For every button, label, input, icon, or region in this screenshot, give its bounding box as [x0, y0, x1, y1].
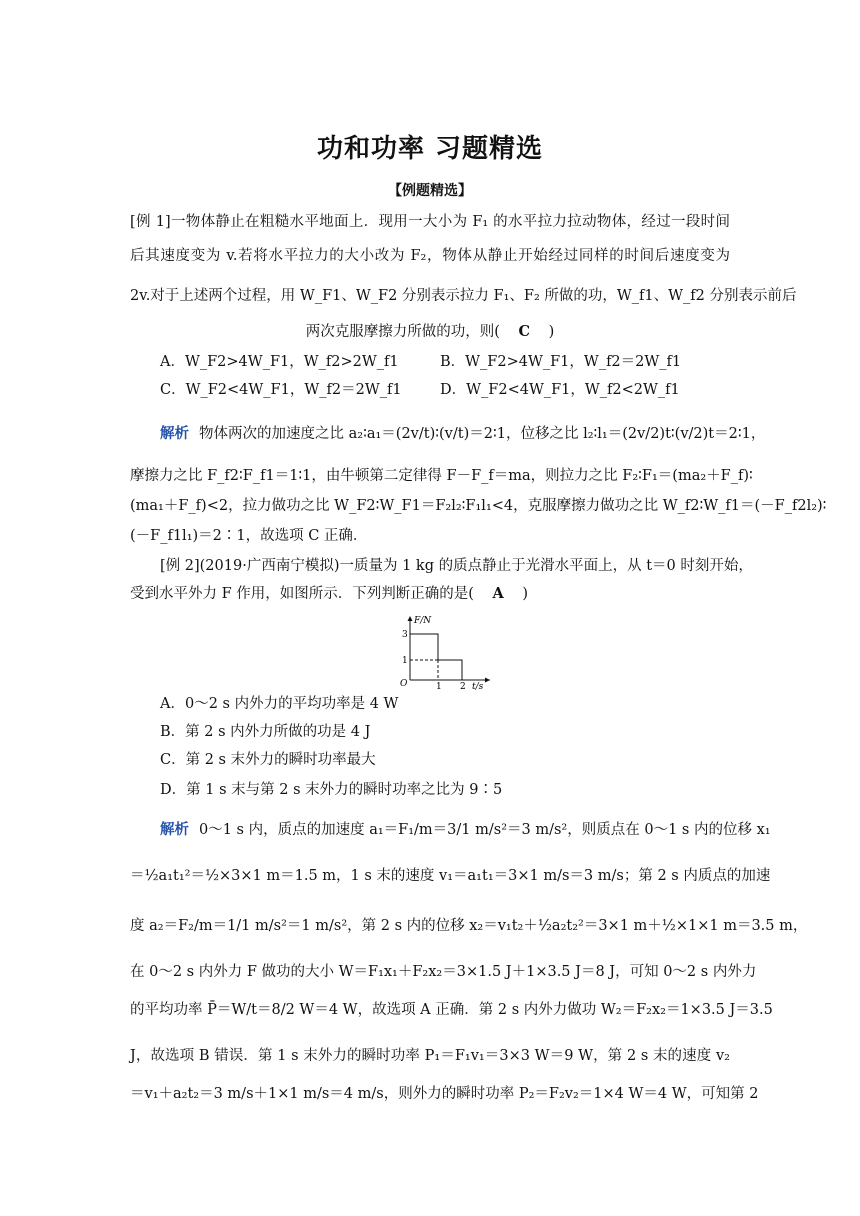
- ex2-analysis-4: 在 0～2 s 内外力 F 做功的大小 W＝F₁x₁＋F₂x₂＝3×1.5 J＋1×3.5 J＝8 J，可知 0～2 s 内外力: [130, 964, 757, 980]
- ex2-question-close: ): [522, 586, 529, 602]
- ex1-analysis-4: (－F_f1l₁)＝2∶1，故选项 C 正确．: [130, 528, 368, 544]
- y-tick-1: 1: [402, 656, 408, 666]
- ex2-analysis-5: 的平均功率 P̄＝W/t＝8/2 W＝4 W，故选项 A 正确．第 2 s 内外力做功 W₂＝F₂x₂＝1×3.5 J＝3.5: [130, 1002, 773, 1018]
- ex1-question-text: 两次克服摩擦力所做的功，则(: [305, 324, 500, 340]
- ex1-line-2: 后其速度变为 v.若将水平拉力的大小改为 F₂，物体从静止开始经过同样的时间后速度变为: [130, 248, 730, 264]
- ex2-analysis-6: J，故选项 B 错误．第 1 s 末外力的瞬时功率 P₁＝F₁v₁＝3×3 W＝9 W，第 2 s 末的速度 v₂: [130, 1048, 730, 1064]
- force-curve: [410, 634, 462, 680]
- ex1-option-c: C．W_F2<4W_F1，W_f2＝2W_f1: [160, 382, 402, 398]
- ex2-analysis-7: ＝v₁＋a₂t₂＝3 m/s＋1×1 m/s＝4 m/s，则外力的瞬时功率 P₂＝F₂v₂＝1×4 W＝4 W，可知第 2: [130, 1086, 759, 1102]
- ex1-analysis-2: 摩擦力之比 F_f2∶F_f1＝1∶1，由牛顿第二定律得 F－F_f＝ma，则拉力之比 F₂∶F₁＝(ma₂＋F_f)∶: [130, 468, 753, 484]
- page-title: 功和功率 习题精选: [316, 134, 544, 164]
- ex2-question-text: 受到水平外力 F 作用，如图所示．下列判断正确的是(: [130, 586, 474, 602]
- f-axis-arrow: [408, 616, 413, 621]
- ex1-option-d: D．W_F2<4W_F1，W_f2<2W_f1: [440, 382, 680, 398]
- ex1-question-close: ): [548, 324, 555, 340]
- ex2-question-line: [130, 584, 730, 604]
- ex1-answer: C: [518, 323, 531, 340]
- x-tick-1: 1: [436, 682, 442, 692]
- ex2-analysis-label: 解析: [160, 822, 189, 838]
- ex1-analysis-3: (ma₁＋F_f)<2，拉力做功之比 W_F2∶W_F1＝F₂l₂∶F₁l₁<4，克服摩擦力做功之比 W_f2∶W_f1＝(－F_f2l₂)∶: [130, 498, 827, 514]
- ex2-answer: A: [492, 585, 504, 602]
- ex1-analysis-1: [160, 424, 766, 444]
- ex1-question-line: [130, 322, 730, 342]
- t-axis-arrow: [485, 678, 490, 683]
- force-time-graph: [396, 612, 496, 692]
- y-tick-3: 3: [402, 630, 408, 640]
- ex2-analysis-1: [160, 820, 771, 840]
- f-axis-label: F/N: [414, 616, 432, 626]
- x-tick-2: 2: [460, 682, 466, 692]
- force-time-svg: [396, 612, 496, 692]
- ex1-analysis-label: 解析: [160, 426, 189, 442]
- ex2-analysis-2: ＝½a₁t₁²＝½×3×1 m＝1.5 m，1 s 末的速度 v₁＝a₁t₁＝3×1 m/s＝3 m/s；第 2 s 内质点的加速: [130, 868, 771, 884]
- section-heading: 【例题精选】: [388, 183, 472, 199]
- ex1-line-3: 2v.对于上述两个过程，用 W_F1、W_F2 分别表示拉力 F₁、F₂ 所做的功，W_f1、W_f2 分别表示前后: [130, 288, 797, 304]
- ex2-option-d: D．第 1 s 末与第 2 s 末外力的瞬时功率之比为 9∶5: [160, 782, 503, 798]
- ex2-option-b: B．第 2 s 内外力所做的功是 4 J: [160, 724, 371, 740]
- ex1-option-a: A．W_F2>4W_F1，W_f2>2W_f1: [160, 354, 399, 370]
- ex1-line-1: [例 1]一物体静止在粗糙水平地面上．现用一大小为 F₁ 的水平拉力拉动物体，经过一段时间: [130, 214, 730, 230]
- ex1-option-b: B．W_F2>4W_F1，W_f2＝2W_f1: [440, 354, 682, 370]
- ex2-option-c: C．第 2 s 末外力的瞬时功率最大: [160, 752, 376, 768]
- ex2-line-1: [例 2](2019·广西南宁模拟)一质量为 1 kg 的质点静止于光滑水平面上，从 t＝0 时刻开始，: [160, 558, 753, 574]
- ex2-analysis-3: 度 a₂＝F₂/m＝1/1 m/s²＝1 m/s²，第 2 s 内的位移 x₂＝v₁t₂＋½a₂t₂²＝3×1 m＋½×1×1 m＝3.5 m，: [130, 918, 808, 934]
- ex2-analysis-text-1: 0～1 s 内，质点的加速度 a₁＝F₁/m＝3/1 m/s²＝3 m/s²，则质点在 0～1 s 内的位移 x₁: [199, 822, 771, 838]
- ex2-option-a: A．0～2 s 内外力的平均功率是 4 W: [160, 696, 399, 712]
- t-axis-label: t/s: [472, 682, 484, 692]
- origin-label: O: [400, 679, 408, 689]
- ex1-analysis-text-1: 物体两次的加速度之比 a₂∶a₁＝(2v/t)∶(v/t)＝2∶1，位移之比 l₂∶l₁＝(2v/2)t∶(v/2)t＝2∶1，: [199, 426, 766, 442]
